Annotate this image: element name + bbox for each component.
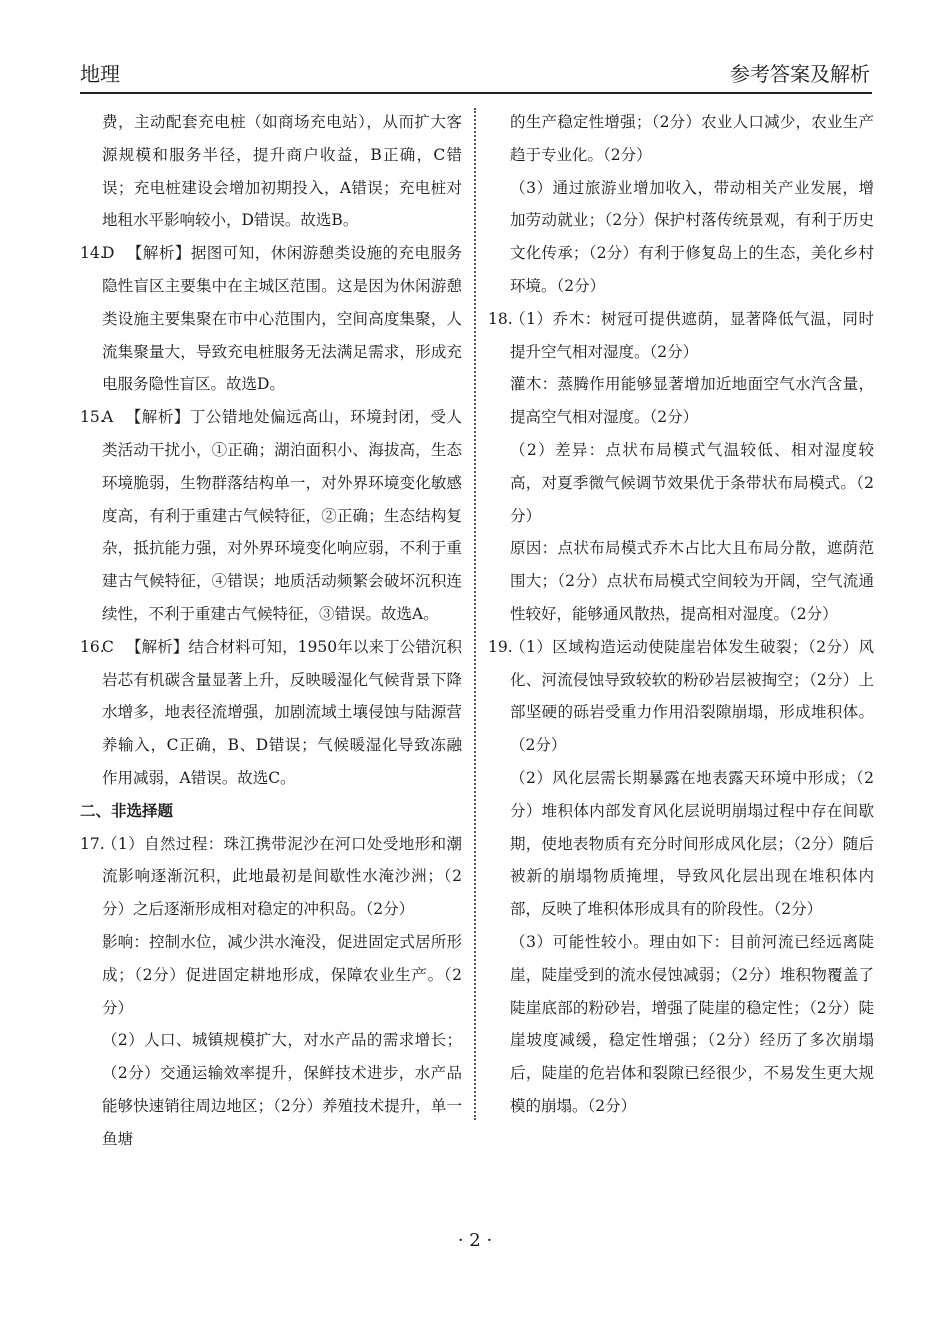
q16-item <box>80 631 462 795</box>
q15-text: 丁公错地处偏远高山，环境封闭，受人类活动干扰小，①正确；湖泊面积小、海拔高，生态环境脆弱，生物群落结构单一，对外界环境变化敏感度高，有利于重建古气候特征，②正确；生态结构复杂，抵抗能力强，对外界环境变化响应弱，不利于重建古气候特征，④错误；地质活动频繁会破坏沉积连续性，不利于重建古气候特征，③错误。故选A。 <box>102 408 462 623</box>
q15-body <box>102 401 462 631</box>
q13-continued: 费，主动配套充电桩（如商场充电站），从而扩大客源规模和服务半径，提升商户收益，B正确，C错误；充电桩建设会增加初期投入，A错误；充电桩对地租水平影响较小，D错误。故选B。 <box>102 113 462 230</box>
q17-part3: （3）通过旅游业增加收入，带动相关产业发展，增加劳动就业；（2分）保护村落传统景观，有利于历史文化传承；（2分）有利于修复岛上的生态，美化乡村环境。（2分） <box>510 178 874 295</box>
q16-answer: C <box>102 637 114 656</box>
q17-number: 17. <box>80 834 105 853</box>
section-heading: 二、非选择题 <box>80 800 174 820</box>
header-title: 参考答案及解析 <box>730 62 870 86</box>
q18-body <box>510 303 874 631</box>
q19-body <box>510 631 874 1123</box>
q19-part1: （1）区域构造运动使陡崖岩体发生破裂；（2分）风化、河流侵蚀导致较软的粉砂岩层被掏空；（2分）上部坚硬的砾岩受重力作用沿裂隙崩塌，形成堆积体。（2分） <box>510 637 874 755</box>
q16-text: 结合材料可知，1950年以来丁公错沉积岩芯有机碳含量显著上升，反映暖湿化气候背景下降水增多，地表径流增强，加剧流域土壤侵蚀与陆源营养输入，C正确，B、D错误；气候暖湿化导致冻融作用减弱，A错误。故选C。 <box>102 637 462 787</box>
q15-number: 15. <box>80 408 105 427</box>
q17-body <box>102 828 462 1156</box>
q14-tag: 【解析】 <box>126 244 191 263</box>
q18-part2-difference: （2）差异：点状布局模式气温较低、相对湿度较高，对夏季微气候调节效果优于条带状布局模式。（2分） <box>510 440 874 525</box>
q17-part1-impact: 影响：控制水位，减少洪水淹没，促进固定式居所形成；（2分）促进固定耕地形成，保障农业生产。（2分） <box>102 932 462 1017</box>
right-column <box>488 106 874 1123</box>
q16-body <box>102 631 462 795</box>
q14-item <box>80 237 462 401</box>
q19-number: 19. <box>488 637 513 656</box>
q15-item <box>80 401 462 631</box>
page-number: · 2 · <box>457 1230 493 1251</box>
q16-tag: 【解析】 <box>125 637 189 656</box>
q15-tag: 【解析】 <box>125 408 190 427</box>
q18-part2-reason: 原因：点状布局模式乔木占比大且布局分散，遮荫范围大；（2分）点状布局模式空间较为开阔，空气流通性较好，能够通风散热，提高相对湿度。（2分） <box>510 539 874 623</box>
q14-text: 据图可知，休闲游憩类设施的充电服务隐性盲区主要集中在主城区范围。这是因为休闲游憩类设施主要集聚在市中心范围内，空间高度集聚，人流集聚量大，导致充电桩服务无法满足需求，形成充电服务隐性盲区。故选D。 <box>102 244 462 394</box>
q18-part1-tree: （1）乔木：树冠可提供遮荫，显著降低气温，同时提升空气相对湿度。（2分） <box>510 309 874 361</box>
q15-answer: A <box>102 408 114 427</box>
q17-item <box>80 828 462 1156</box>
column-divider <box>474 108 476 1120</box>
q18-item <box>488 303 874 631</box>
q14-answer: D <box>102 244 115 263</box>
q17-part2-continued: 的生产稳定性增强；（2分）农业人口减少，农业生产趋于专业化。（2分） <box>510 113 874 164</box>
header-rule <box>80 92 872 94</box>
q17-part1: （1）自然过程：珠江携带泥沙在河口处受地形和潮流影响逐渐沉积，此地最初是间歇性水淹沙洲；（2分）之后逐渐形成相对稳定的冲积岛。（2分） <box>102 834 462 919</box>
q17-part2: （2）人口、城镇规模扩大，对水产品的需求增长；（2分）交通运输效率提升，保鲜技术进步，水产品能够快速销往周边地区；（2分）养殖技术提升，单一鱼塘 <box>102 1031 462 1148</box>
q16-number: 16. <box>80 637 105 656</box>
q18-part1-shrub: 灌木：蒸腾作用能够显著增加近地面空气水汽含量，提高空气相对湿度。（2分） <box>510 375 874 427</box>
q19-part3: （3）可能性较小。理由如下：目前河流已经远离陡崖，陡崖受到的流水侵蚀减弱；（2分）堆积物覆盖了陡崖底部的粉砂岩，增强了陡崖的稳定性；（2分）陡崖坡度减缓，稳定性增强；（2分）经历了多次崩塌后，陡崖的危岩体和裂隙已经很少，不易发生更大规模的崩塌。（2分） <box>510 932 874 1115</box>
q14-number: 14. <box>80 244 105 263</box>
header-subject: 地理 <box>80 62 120 86</box>
q14-body <box>102 237 462 401</box>
q19-part2: （2）风化层需长期暴露在地表露天环境中形成；（2分）堆积体内部发育风化层说明崩塌过程中存在间歇期，使地表物质有充分时间形成风化层；（2分）随后被新的崩塌物质掩埋，导致风化层出现在堆积体内部，反映了堆积体形成具有的阶段性。（2分） <box>510 768 874 919</box>
q18-number: 18. <box>488 309 513 328</box>
left-column <box>80 106 462 1156</box>
q19-item <box>488 631 874 1123</box>
